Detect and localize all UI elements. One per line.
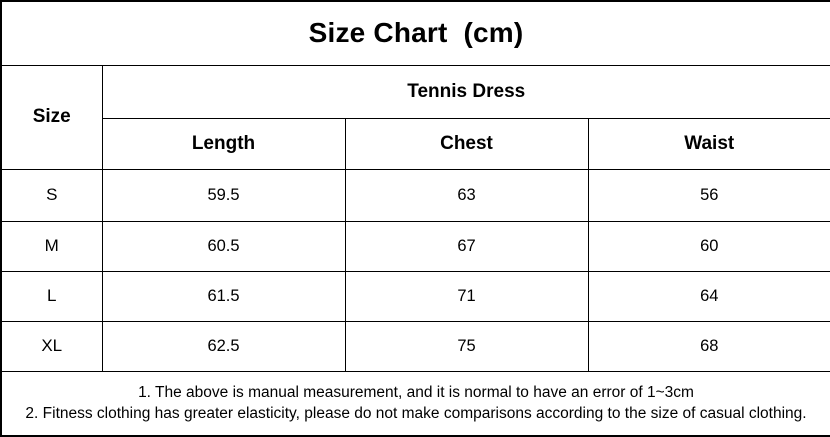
notes-cell	[1, 371, 830, 436]
cell-waist: 64	[588, 271, 830, 321]
cell-chest: 75	[345, 321, 588, 371]
note-line-1: 1. The above is manual measurement, and it is normal to have an error of 1~3cm	[138, 384, 694, 402]
cell-chest: 67	[345, 221, 588, 271]
group-header: Tennis Dress	[102, 65, 830, 118]
column-header-waist: Waist	[588, 118, 830, 169]
column-header-row	[1, 118, 830, 169]
table-row-s	[1, 169, 830, 221]
cell-chest: 71	[345, 271, 588, 321]
column-header-length: Length	[102, 118, 345, 169]
cell-chest: 63	[345, 169, 588, 221]
title-row	[1, 1, 830, 65]
row-label: S	[1, 169, 102, 221]
note-line-2: 2. Fitness clothing has greater elasticity, please do not make comparisons according to the size of casual clothing.	[25, 405, 807, 423]
page-title: Size Chart (cm)	[1, 1, 830, 65]
group-header-row	[1, 65, 830, 118]
notes-row	[1, 371, 830, 436]
row-label: L	[1, 271, 102, 321]
table-row-l	[1, 271, 830, 321]
cell-waist: 68	[588, 321, 830, 371]
row-label: M	[1, 221, 102, 271]
cell-length: 60.5	[102, 221, 345, 271]
row-label: XL	[1, 321, 102, 371]
cell-length: 59.5	[102, 169, 345, 221]
table-row-xl	[1, 321, 830, 371]
cell-waist: 60	[588, 221, 830, 271]
cell-length: 62.5	[102, 321, 345, 371]
cell-waist: 56	[588, 169, 830, 221]
column-header-chest: Chest	[345, 118, 588, 169]
size-column-header: Size	[1, 65, 102, 169]
cell-length: 61.5	[102, 271, 345, 321]
table-row-m	[1, 221, 830, 271]
